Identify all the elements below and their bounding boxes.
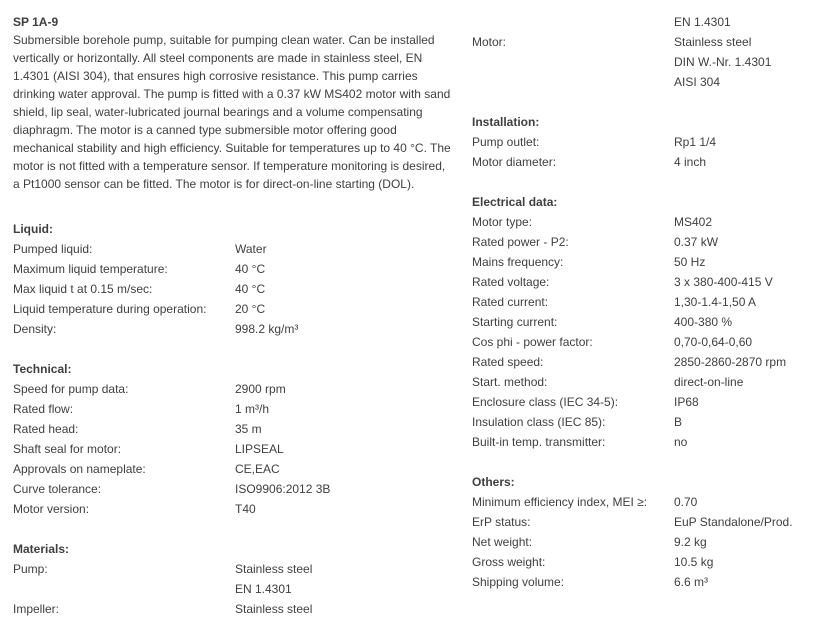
row-value: 0.70 — [674, 495, 698, 509]
row-label: Motor: — [472, 35, 507, 49]
row-label: Rated current: — [472, 295, 549, 309]
row-value: 2850-2860-2870 rpm — [674, 355, 787, 369]
row-label: Enclosure class (IEC 34-5): — [472, 395, 619, 409]
row-value: T40 — [235, 502, 256, 516]
row-value: B — [674, 415, 683, 429]
row-value: Stainless steel — [235, 562, 313, 576]
row-label: ErP status: — [472, 515, 531, 529]
row-label: Impeller: — [13, 602, 60, 616]
row-value: Water — [235, 242, 267, 256]
row-value: 20 °C — [235, 302, 266, 316]
product-description: Submersible borehole pump, suitable for pumping clean water. Can be installed vertically or horizontally. All steel components are made in stainless steel, EN 1.4301 (AISI 304), that ensures high corrosive resistance. This pump carries drinking water approval. The pump is fitted with a 0.37 kW MS402 motor with sand shield, lip seal, water-lubricated journal bearings and a volume compensating diaphragm. The motor is a canned type submersible motor offering good mechanical stability and high efficiency. Suitable for temperatures up to 40 °C. The motor is not fitted with a temperature sensor. If temperature monitoring is desired, a Pt1000 sensor can be fitted. The motor is for direct-on-line starting (DOL). — [13, 33, 451, 191]
row-value: EN 1.4301 — [235, 582, 292, 596]
row-value: 998.2 kg/m³ — [235, 322, 299, 336]
row-value: AISI 304 — [674, 75, 721, 89]
row-label: Pump: — [13, 562, 48, 576]
row-value: 4 inch — [674, 155, 707, 169]
row-label: Motor type: — [472, 215, 533, 229]
row-label: Shipping volume: — [472, 575, 565, 589]
row-value: 0,70-0,64-0,60 — [674, 335, 753, 349]
row-label: Insulation class (IEC 85): — [472, 415, 606, 429]
product-title: SP 1A-9 — [13, 15, 59, 29]
row-value: CE,EAC — [235, 462, 280, 476]
row-label: Minimum efficiency index, MEI ≥: — [472, 495, 648, 509]
row-label: Shaft seal for motor: — [13, 442, 122, 456]
row-label: Start. method: — [472, 375, 548, 389]
row-label: Speed for pump data: — [13, 382, 129, 396]
row-value: 40 °C — [235, 262, 266, 276]
row-value: no — [674, 435, 688, 449]
row-label: Motor version: — [13, 502, 90, 516]
row-value: 0.37 kW — [674, 235, 719, 249]
row-label: Pump outlet: — [472, 135, 540, 149]
row-label: Gross weight: — [472, 555, 546, 569]
row-value: 1,30-1.4-1,50 A — [674, 295, 757, 309]
row-value: LIPSEAL — [235, 442, 284, 456]
others-section-title: Others: — [472, 475, 515, 489]
row-value: 9.2 kg — [674, 535, 707, 549]
row-label: Pumped liquid: — [13, 242, 93, 256]
row-value: 2900 rpm — [235, 382, 286, 396]
row-value: 1 m³/h — [235, 402, 270, 416]
row-label: Mains frequency: — [472, 255, 564, 269]
row-value: EN 1.4301 — [674, 15, 731, 29]
row-label: Rated voltage: — [472, 275, 550, 289]
row-value: Stainless steel — [674, 35, 752, 49]
row-value: Stainless steel — [235, 602, 313, 616]
row-value: 40 °C — [235, 282, 266, 296]
row-label: Liquid temperature during operation: — [13, 302, 207, 316]
row-value: direct-on-line — [674, 375, 744, 389]
materials-section-title: Materials: — [13, 542, 70, 556]
row-label: Density: — [13, 322, 57, 336]
row-label: Motor diameter: — [472, 155, 557, 169]
row-value: EuP Standalone/Prod. — [674, 515, 793, 529]
row-value: 6.6 m³ — [674, 575, 709, 589]
row-value: 10.5 kg — [674, 555, 714, 569]
row-label: Built-in temp. transmitter: — [472, 435, 606, 449]
row-value: Rp1 1/4 — [674, 135, 717, 149]
row-value: 400-380 % — [674, 315, 733, 329]
technical-section-title: Technical: — [13, 362, 72, 376]
row-label: Approvals on nameplate: — [13, 462, 146, 476]
row-value: MS402 — [674, 215, 713, 229]
row-label: Rated flow: — [13, 402, 74, 416]
installation-section-title: Installation: — [472, 115, 540, 129]
row-label: Cos phi - power factor: — [472, 335, 593, 349]
row-label: Curve tolerance: — [13, 482, 102, 496]
row-label: Rated head: — [13, 422, 79, 436]
row-value: 3 x 380-400-415 V — [674, 275, 773, 289]
row-value: DIN W.-Nr. 1.4301 — [674, 55, 772, 69]
row-value: 50 Hz — [674, 255, 706, 269]
electrical-section-title: Electrical data: — [472, 195, 558, 209]
row-label: Rated speed: — [472, 355, 544, 369]
row-value: 35 m — [235, 422, 262, 436]
row-value: IP68 — [674, 395, 699, 409]
row-label: Net weight: — [472, 535, 533, 549]
row-label: Max liquid t at 0.15 m/sec: — [13, 282, 153, 296]
row-label: Maximum liquid temperature: — [13, 262, 168, 276]
row-label: Rated power - P2: — [472, 235, 569, 249]
liquid-section-title: Liquid: — [13, 222, 53, 236]
row-label: Starting current: — [472, 315, 558, 329]
row-value: ISO9906:2012 3B — [235, 482, 331, 496]
